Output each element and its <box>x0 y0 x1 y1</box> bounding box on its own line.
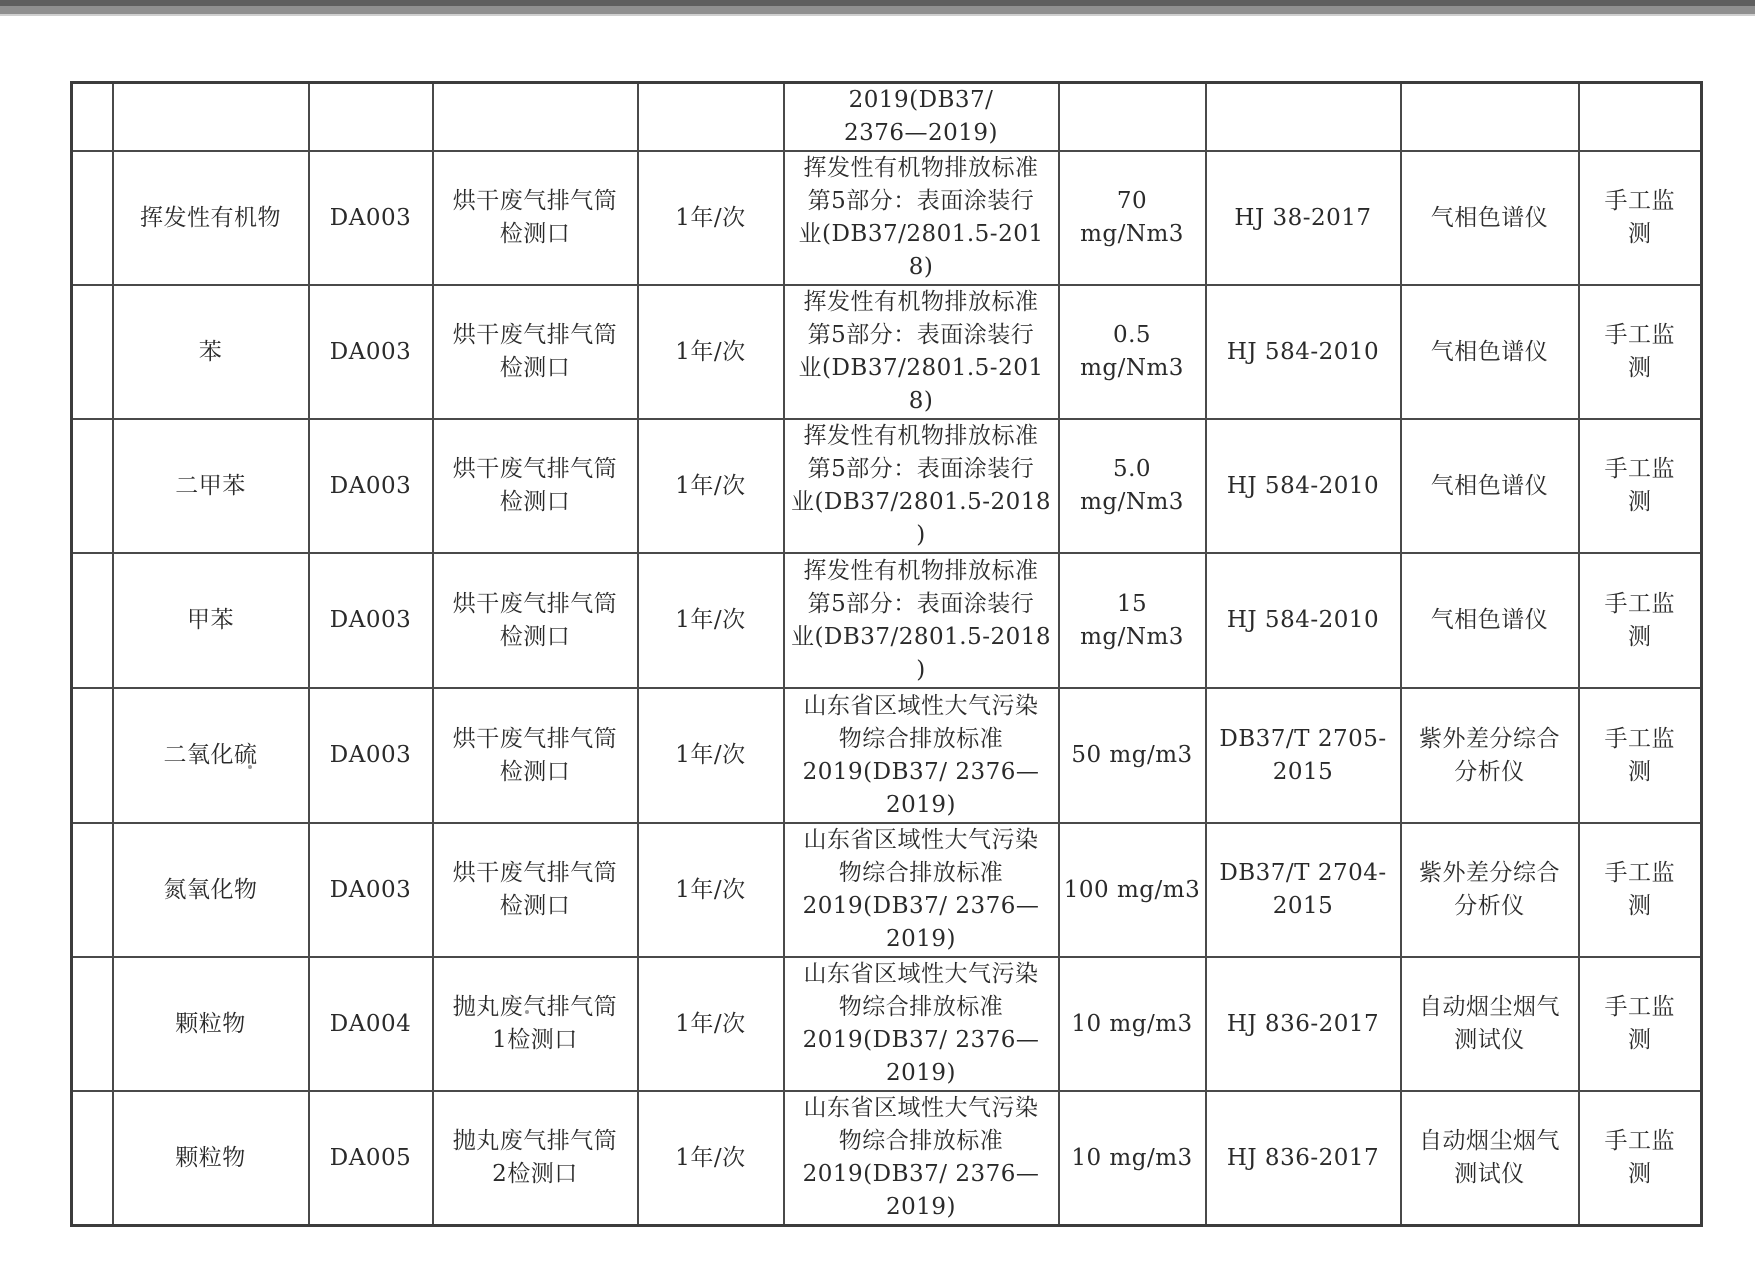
row-index-cell <box>72 688 113 823</box>
frequency-cell: 1年/次 <box>638 957 784 1091</box>
monitoring-mode-cell: 手工监 测 <box>1579 419 1702 553</box>
standard-cell: 山东省区域性大气污染 物综合排放标准 2019(DB37/ 2376— 2019) <box>784 823 1059 957</box>
method-cell: DB37/T 2704- 2015 <box>1206 823 1401 957</box>
limit-cell: 15 mg/Nm3 <box>1059 553 1206 688</box>
monitoring-mode-cell: 手工监 测 <box>1579 151 1702 285</box>
monitoring-mode-cell: 手工监 测 <box>1579 688 1702 823</box>
limit-cell <box>1059 83 1206 152</box>
method-cell <box>1206 83 1401 152</box>
outlet-id-cell: DA003 <box>309 419 433 553</box>
method-cell: HJ 584-2010 <box>1206 419 1401 553</box>
pollutant-cell: 氮氧化物 <box>113 823 309 957</box>
outlet-name-cell: 抛丸废气排气筒 1检测口 <box>433 957 638 1091</box>
table-row <box>72 957 1702 1091</box>
table-row <box>72 419 1702 553</box>
limit-cell: 10 mg/m3 <box>1059 1091 1206 1226</box>
instrument-cell: 紫外差分综合 分析仪 <box>1401 688 1579 823</box>
standard-cell: 山东省区域性大气污染 物综合排放标准 2019(DB37/ 2376— 2019) <box>784 957 1059 1091</box>
frequency-cell: 1年/次 <box>638 151 784 285</box>
instrument-cell: 自动烟尘烟气 测试仪 <box>1401 1091 1579 1226</box>
pollutant-cell <box>113 83 309 152</box>
frequency-cell: 1年/次 <box>638 823 784 957</box>
method-cell: DB37/T 2705- 2015 <box>1206 688 1401 823</box>
limit-cell: 5.0 mg/Nm3 <box>1059 419 1206 553</box>
monitoring-mode-cell: 手工监 测 <box>1579 823 1702 957</box>
outlet-name-cell: 烘干废气排气筒 检测口 <box>433 419 638 553</box>
pollutant-cell: 颗粒物 <box>113 1091 309 1226</box>
monitoring-mode-cell: 手工监 测 <box>1579 957 1702 1091</box>
method-cell: HJ 836-2017 <box>1206 1091 1401 1226</box>
instrument-cell: 紫外差分综合 分析仪 <box>1401 823 1579 957</box>
row-index-cell <box>72 957 113 1091</box>
monitoring-mode-cell <box>1579 83 1702 152</box>
outlet-name-cell: 烘干废气排气筒 检测口 <box>433 151 638 285</box>
scan-top-band <box>0 0 1755 14</box>
monitoring-mode-cell: 手工监 测 <box>1579 285 1702 419</box>
outlet-id-cell: DA003 <box>309 688 433 823</box>
table-row <box>72 285 1702 419</box>
row-index-cell <box>72 419 113 553</box>
limit-cell: 100 mg/m3 <box>1059 823 1206 957</box>
frequency-cell: 1年/次 <box>638 419 784 553</box>
row-index-cell <box>72 83 113 152</box>
limit-cell: 10 mg/m3 <box>1059 957 1206 1091</box>
outlet-id-cell <box>309 83 433 152</box>
frequency-cell: 1年/次 <box>638 553 784 688</box>
outlet-id-cell: DA003 <box>309 151 433 285</box>
table-row <box>72 553 1702 688</box>
instrument-cell: 气相色谱仪 <box>1401 553 1579 688</box>
outlet-name-cell: 抛丸废气排气筒 2检测口 <box>433 1091 638 1226</box>
table-row <box>72 688 1702 823</box>
method-cell: HJ 836-2017 <box>1206 957 1401 1091</box>
outlet-id-cell: DA005 <box>309 1091 433 1226</box>
monitoring-mode-cell: 手工监 测 <box>1579 553 1702 688</box>
limit-cell: 0.5 mg/Nm3 <box>1059 285 1206 419</box>
standard-cell: 挥发性有机物排放标准 第5部分：表面涂装行 业(DB37/2801.5-2018 ) <box>784 553 1059 688</box>
outlet-id-cell: DA003 <box>309 285 433 419</box>
monitoring-mode-cell: 手工监 测 <box>1579 1091 1702 1226</box>
pollutant-cell: 二甲苯 <box>113 419 309 553</box>
method-cell: HJ 584-2010 <box>1206 553 1401 688</box>
instrument-cell: 气相色谱仪 <box>1401 419 1579 553</box>
table-row <box>72 1091 1702 1226</box>
row-index-cell <box>72 823 113 957</box>
row-index-cell <box>72 151 113 285</box>
table-row <box>72 151 1702 285</box>
pollutant-cell: 苯 <box>113 285 309 419</box>
outlet-name-cell: 烘干废气排气筒 检测口 <box>433 823 638 957</box>
pollutant-cell: 挥发性有机物 <box>113 151 309 285</box>
limit-cell: 50 mg/m3 <box>1059 688 1206 823</box>
limit-cell: 70 mg/Nm3 <box>1059 151 1206 285</box>
frequency-cell: 1年/次 <box>638 285 784 419</box>
outlet-id-cell: DA004 <box>309 957 433 1091</box>
row-index-cell <box>72 1091 113 1226</box>
frequency-cell <box>638 83 784 152</box>
scan-top-edge <box>0 14 1755 16</box>
instrument-cell: 气相色谱仪 <box>1401 285 1579 419</box>
pollutant-cell: 颗粒物 <box>113 957 309 1091</box>
standard-cell: 山东省区域性大气污染 物综合排放标准 2019(DB37/ 2376— 2019) <box>784 1091 1059 1226</box>
instrument-cell: 自动烟尘烟气 测试仪 <box>1401 957 1579 1091</box>
outlet-name-cell: 烘干废气排气筒 检测口 <box>433 688 638 823</box>
row-index-cell <box>72 285 113 419</box>
instrument-cell: 气相色谱仪 <box>1401 151 1579 285</box>
monitoring-table <box>70 81 1703 1227</box>
standard-cell: 挥发性有机物排放标准 第5部分：表面涂装行 业(DB37/2801.5-2018) <box>784 285 1059 419</box>
table-row <box>72 83 1702 152</box>
method-cell: HJ 38-2017 <box>1206 151 1401 285</box>
outlet-name-cell: 烘干废气排气筒 检测口 <box>433 285 638 419</box>
table-row <box>72 823 1702 957</box>
standard-cell: 2019(DB37/ 2376—2019) <box>784 83 1059 152</box>
standard-cell: 挥发性有机物排放标准 第5部分：表面涂装行 业(DB37/2801.5-2018) <box>784 151 1059 285</box>
outlet-id-cell: DA003 <box>309 823 433 957</box>
outlet-id-cell: DA003 <box>309 553 433 688</box>
pollutant-cell: 甲苯 <box>113 553 309 688</box>
frequency-cell: 1年/次 <box>638 688 784 823</box>
standard-cell: 山东省区域性大气污染 物综合排放标准 2019(DB37/ 2376— 2019) <box>784 688 1059 823</box>
pollutant-cell: 二氧化硫 <box>113 688 309 823</box>
instrument-cell <box>1401 83 1579 152</box>
outlet-name-cell: 烘干废气排气筒 检测口 <box>433 553 638 688</box>
frequency-cell: 1年/次 <box>638 1091 784 1226</box>
standard-cell: 挥发性有机物排放标准 第5部分：表面涂装行 业(DB37/2801.5-2018 ) <box>784 419 1059 553</box>
row-index-cell <box>72 553 113 688</box>
method-cell: HJ 584-2010 <box>1206 285 1401 419</box>
outlet-name-cell <box>433 83 638 152</box>
